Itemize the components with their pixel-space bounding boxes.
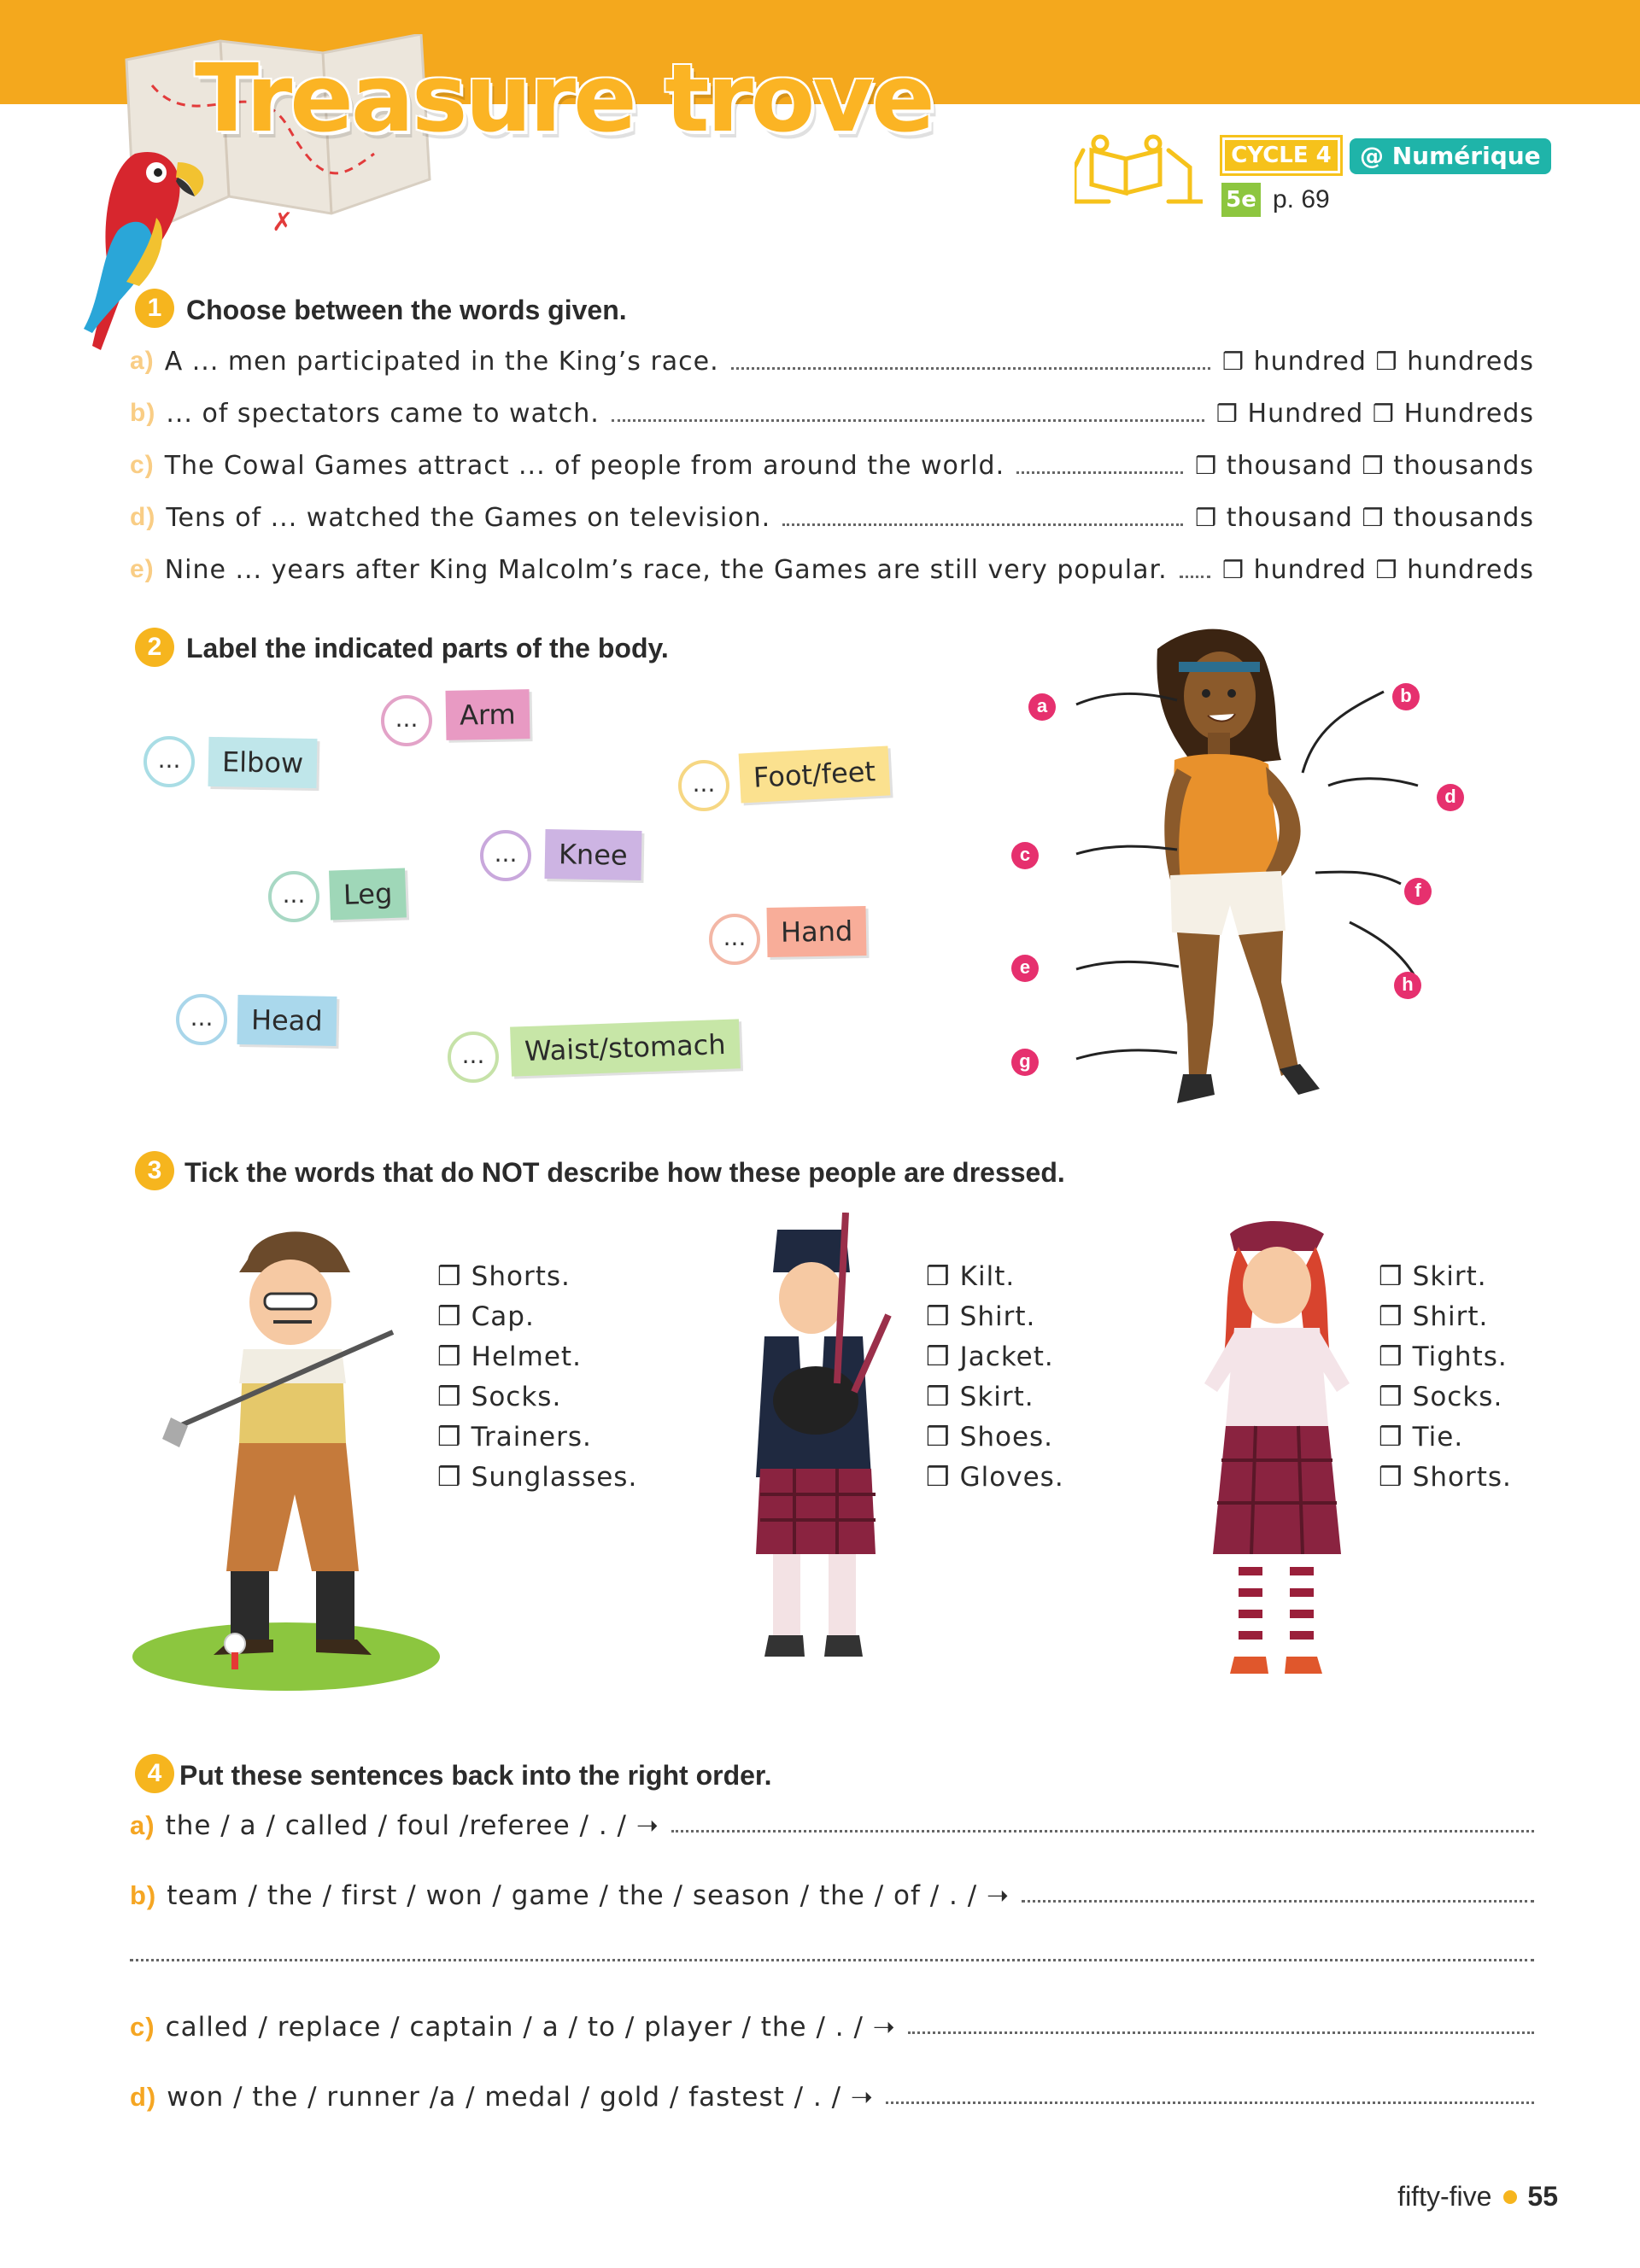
row-text: Nine ... years after King Malcolm’s race, the Games are still very popular. (164, 554, 1168, 585)
exercise-1-row-c (130, 446, 1534, 485)
row-letter: a) (130, 347, 155, 375)
pin-d: d (1437, 784, 1464, 811)
row-text: won / the / runner /a / medal / gold / fastest / . / ➝ (167, 2082, 874, 2113)
page-footer (1397, 2181, 1558, 2212)
option-2: thousands (1393, 502, 1534, 533)
label-knee: Knee (545, 829, 642, 880)
answer-line[interactable] (908, 2031, 1534, 2034)
cycle-label: CYCLE 4 (1225, 140, 1338, 171)
option-label: Shorts. (471, 1261, 571, 1292)
row-text: The Cowal Games attract ... of people from around the world. (164, 450, 1005, 481)
option-row[interactable]: ❒ Tights. (1379, 1342, 1508, 1372)
row-options (1222, 555, 1534, 585)
option-label: Trainers. (471, 1422, 592, 1453)
option-1: hundred (1253, 346, 1367, 377)
pin-b: b (1392, 683, 1420, 710)
option-label: Sunglasses. (471, 1462, 638, 1493)
cycle-badge (1220, 135, 1343, 176)
girl-options (1379, 1257, 1512, 1498)
reading-children-icon (1075, 133, 1203, 210)
option-row[interactable]: ❒ Tie. (1379, 1422, 1464, 1453)
option-row[interactable]: ❒ Skirt. (926, 1382, 1034, 1412)
footer-dot-icon (1503, 2190, 1517, 2204)
row-options (1216, 399, 1534, 429)
option-label: Shorts. (1412, 1462, 1512, 1493)
option-1: thousand (1226, 502, 1353, 533)
option-row[interactable]: ❒ Sunglasses. (437, 1462, 638, 1493)
page-title: Treasure trove (195, 44, 933, 153)
row-options (1195, 503, 1534, 533)
checkbox-icon[interactable]: ❒ (1221, 347, 1245, 376)
label-arm: Arm (446, 689, 530, 740)
option-row[interactable]: ❒ Socks. (437, 1382, 562, 1412)
option-row[interactable]: ❒ Shorts. (1379, 1462, 1512, 1493)
checkbox-icon[interactable]: ❒ (1375, 347, 1398, 376)
option-2: Hundreds (1403, 398, 1534, 429)
option-label: Shirt. (959, 1301, 1036, 1332)
pin-c: c (1011, 842, 1039, 869)
exercise-2-number: 2 (135, 628, 174, 667)
checkbox-icon[interactable]: ❒ (1195, 503, 1218, 532)
option-label: Socks. (471, 1382, 562, 1412)
exercise-4-row-c (130, 2003, 1534, 2043)
checkbox-icon[interactable]: ❒ (1215, 399, 1239, 428)
dotted-leader (782, 509, 1183, 526)
row-text: ... of spectators came to watch. (166, 398, 600, 429)
option-label: Skirt. (1412, 1261, 1487, 1292)
label-elbow: Elbow (208, 737, 318, 788)
exercise-3-number: 3 (135, 1151, 174, 1190)
label-waist: Waist/stomach (510, 1019, 740, 1076)
exercise-4-row-b (130, 1872, 1534, 1911)
row-letter: d) (130, 2082, 157, 2112)
pin-g: g (1011, 1049, 1039, 1076)
option-row[interactable]: ❒ Shirt. (926, 1301, 1036, 1332)
answer-circle-head[interactable]: ... (176, 994, 227, 1045)
exercise-4-row-d (130, 2073, 1534, 2113)
pin-f: f (1404, 878, 1432, 905)
page-reference: p. 69 (1273, 185, 1330, 213)
page-number: 55 (1527, 2181, 1558, 2212)
row-text: the / a / called / foul /referee / . / ➝ (165, 1810, 659, 1841)
option-label: Kilt. (959, 1261, 1016, 1292)
pin-a: a (1028, 693, 1056, 721)
option-label: Cap. (471, 1301, 535, 1332)
option-label: Tie. (1412, 1422, 1464, 1453)
label-leg: Leg (329, 868, 407, 920)
label-head: Head (237, 995, 337, 1046)
option-label: Helmet. (471, 1342, 582, 1372)
exercise-2-heading: Label the indicated parts of the body. (186, 633, 669, 663)
tartan-girl-illustration (1187, 1213, 1367, 1708)
option-1: hundred (1253, 554, 1367, 585)
pin-h: h (1394, 972, 1421, 999)
answer-circle-leg[interactable]: ... (268, 871, 319, 922)
numerique-badge[interactable]: @ Numérique (1350, 138, 1551, 174)
exercise-1-row-d (130, 498, 1534, 537)
dotted-leader (1180, 561, 1210, 578)
dotted-leader (612, 405, 1204, 422)
option-row[interactable]: ❒ Jacket. (926, 1342, 1054, 1372)
checkbox-icon[interactable]: ❒ (1375, 555, 1398, 584)
row-letter: d) (130, 503, 156, 531)
exercise-4-number: 4 (135, 1754, 174, 1793)
row-text: Tens of ... watched the Games on television. (166, 502, 771, 533)
option-row[interactable]: ❒ Helmet. (437, 1342, 582, 1372)
answer-circle-knee[interactable]: ... (480, 830, 531, 881)
answer-line[interactable] (1022, 1900, 1534, 1903)
checkbox-icon[interactable]: ❒ (1195, 451, 1218, 480)
exercise-4-row-a (130, 1802, 1534, 1841)
row-letter: c) (130, 2012, 155, 2042)
option-row[interactable]: ❒ Shorts. (437, 1261, 571, 1292)
dotted-leader (731, 353, 1210, 370)
option-2: thousands (1393, 450, 1534, 481)
golfer-illustration (128, 1213, 444, 1691)
option-row[interactable]: ❒ Cap. (437, 1301, 535, 1332)
girl-body-illustration (1025, 623, 1435, 1119)
checkbox-icon[interactable]: ❒ (1362, 451, 1385, 480)
option-label: Tights. (1412, 1342, 1508, 1372)
row-letter: a) (130, 1810, 155, 1840)
answer-circle-arm[interactable]: ... (381, 695, 432, 746)
exercise-1-row-b (130, 394, 1534, 433)
exercise-1-heading: Choose between the words given. (186, 295, 627, 325)
row-options (1195, 451, 1534, 481)
exercise-4-heading: Put these sentences back into the right order. (179, 1760, 772, 1791)
option-row[interactable]: ❒ Gloves. (926, 1462, 1064, 1493)
option-1: thousand (1226, 450, 1353, 481)
piper-illustration (726, 1213, 931, 1708)
exercise-1-row-a (130, 342, 1534, 381)
option-2: hundreds (1407, 346, 1534, 377)
svg-text:✗: ✗ (272, 208, 294, 237)
answer-circle-waist[interactable]: ... (448, 1032, 499, 1083)
label-foot: Foot/feet (739, 745, 891, 803)
option-row[interactable]: ❒ Shirt. (1379, 1301, 1489, 1332)
checkbox-icon[interactable]: ❒ (1372, 399, 1396, 428)
row-options (1222, 347, 1534, 377)
grade-badge: 5e (1221, 183, 1261, 217)
option-label: Socks. (1412, 1382, 1503, 1412)
option-label: Jacket. (959, 1342, 1054, 1372)
dotted-leader (1016, 457, 1183, 474)
option-1: Hundred (1247, 398, 1364, 429)
row-text: A ... men participated in the King’s race. (164, 346, 719, 377)
option-row[interactable]: ❒ Kilt. (926, 1261, 1016, 1292)
page-number-word: fifty-five (1397, 2181, 1492, 2212)
option-row[interactable]: ❒ Skirt. (1379, 1261, 1487, 1292)
row-letter: c) (130, 451, 155, 479)
row-letter: b) (130, 399, 156, 427)
label-hand: Hand (767, 906, 867, 957)
answer-line-continuation[interactable] (130, 1959, 1534, 1961)
option-2: hundreds (1407, 554, 1534, 585)
answer-line[interactable] (886, 2101, 1534, 2104)
answer-circle-foot[interactable]: ... (678, 760, 729, 811)
pin-e: e (1011, 955, 1039, 982)
row-text: team / the / first / won / game / the / season / the / of / . / ➝ (167, 1880, 1010, 1911)
answer-circle-elbow[interactable]: ... (144, 736, 195, 787)
exercise-1-row-e (130, 550, 1534, 589)
option-row[interactable]: ❒ Trainers. (437, 1422, 592, 1453)
option-label: Skirt. (959, 1382, 1034, 1412)
option-label: Shirt. (1412, 1301, 1489, 1332)
checkbox-icon[interactable]: ❒ (1221, 555, 1245, 584)
row-text: called / replace / captain / a / to / player / the / . / ➝ (165, 2012, 896, 2043)
golfer-options (437, 1257, 637, 1498)
option-label: Gloves. (959, 1462, 1064, 1493)
checkbox-icon[interactable]: ❒ (1362, 503, 1385, 532)
option-row[interactable]: ❒ Shoes. (926, 1422, 1054, 1453)
option-label: Shoes. (959, 1422, 1054, 1453)
exercise-1-number: 1 (135, 289, 174, 328)
option-row[interactable]: ❒ Socks. (1379, 1382, 1503, 1412)
answer-line[interactable] (671, 1830, 1534, 1833)
answer-circle-hand[interactable]: ... (709, 914, 760, 965)
row-letter: e) (130, 555, 155, 583)
row-letter: b) (130, 1880, 157, 1910)
piper-options (926, 1257, 1064, 1498)
exercise-3-heading: Tick the words that do NOT describe how these people are dressed. (184, 1157, 1065, 1188)
